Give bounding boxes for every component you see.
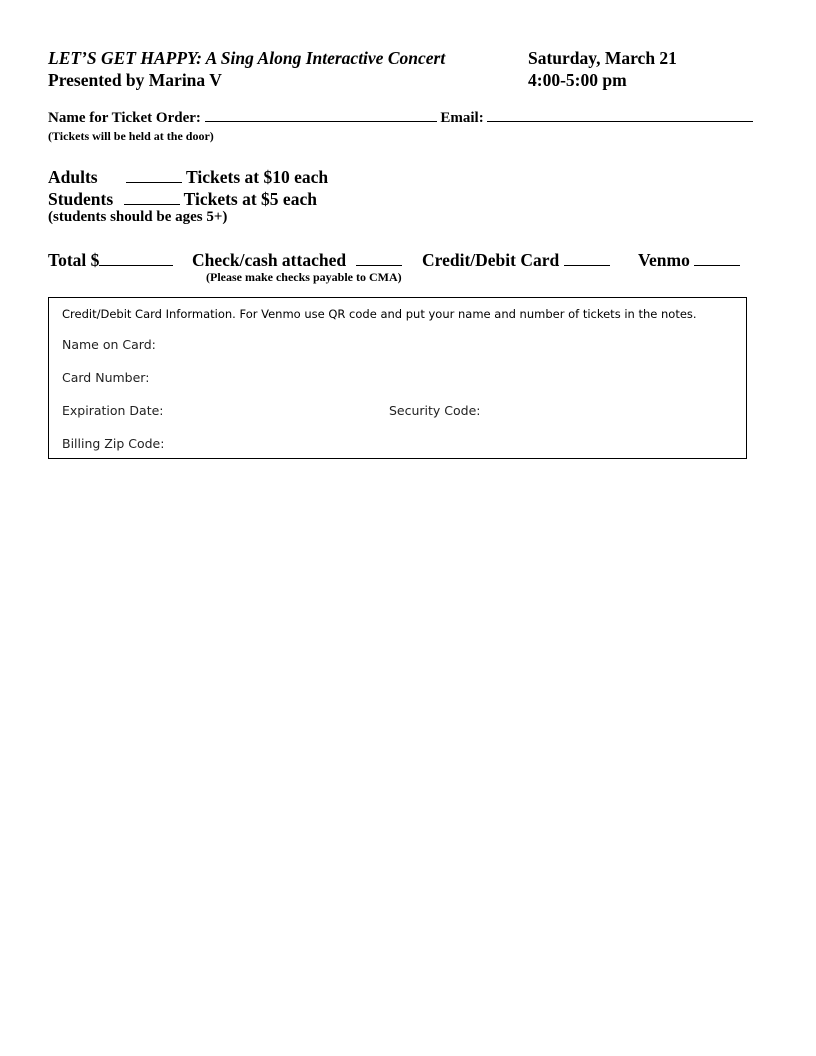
- students-qty-blank[interactable]: [124, 203, 180, 205]
- adults-price: Tickets at $10 each: [186, 167, 329, 187]
- event-title: LET’S GET HAPPY: A Sing Along Interactive Concert: [48, 48, 446, 68]
- adults-row: [48, 167, 328, 188]
- security-code-label[interactable]: Security Code:: [389, 403, 481, 418]
- total-field: [48, 250, 173, 271]
- expiration-date-label[interactable]: Expiration Date:: [62, 403, 164, 418]
- card-info-header: Credit/Debit Card Information. For Venmo use QR code and put your name and number of tickets in the notes.: [62, 307, 697, 321]
- email-blank[interactable]: [487, 120, 753, 122]
- venmo-label: Venmo: [638, 250, 690, 270]
- card-number-label[interactable]: Card Number:: [62, 370, 150, 385]
- total-label: Total $: [48, 250, 100, 270]
- total-blank[interactable]: [99, 264, 173, 266]
- students-note: (students should be ages 5+): [48, 209, 228, 225]
- event-date: Saturday, March 21: [528, 48, 677, 68]
- order-note: (Tickets will be held at the door): [48, 129, 214, 143]
- students-label: Students: [48, 189, 114, 209]
- card-info-box: [48, 297, 747, 459]
- check-note: (Please make checks payable to CMA): [206, 270, 402, 284]
- venmo-field: [638, 250, 740, 271]
- check-blank[interactable]: [356, 264, 402, 266]
- venmo-blank[interactable]: [694, 264, 740, 266]
- card-blank[interactable]: [564, 264, 610, 266]
- name-on-card-label[interactable]: Name on Card:: [62, 337, 156, 352]
- name-label: Name for Ticket Order:: [48, 110, 201, 126]
- event-presenter: Presented by Marina V: [48, 70, 222, 90]
- card-field: [422, 250, 610, 271]
- card-label: Credit/Debit Card: [422, 250, 560, 270]
- check-field: [192, 250, 402, 271]
- check-label: Check/cash attached: [192, 250, 347, 270]
- students-row: [48, 189, 317, 210]
- name-for-ticket-order-field[interactable]: [48, 110, 753, 127]
- event-time: 4:00-5:00 pm: [528, 70, 627, 90]
- email-label: Email:: [440, 110, 484, 126]
- adults-qty-blank[interactable]: [126, 181, 182, 183]
- students-price: Tickets at $5 each: [183, 189, 317, 209]
- name-blank[interactable]: [205, 120, 437, 122]
- billing-zip-code-label[interactable]: Billing Zip Code:: [62, 436, 165, 451]
- adults-label: Adults: [48, 167, 98, 187]
